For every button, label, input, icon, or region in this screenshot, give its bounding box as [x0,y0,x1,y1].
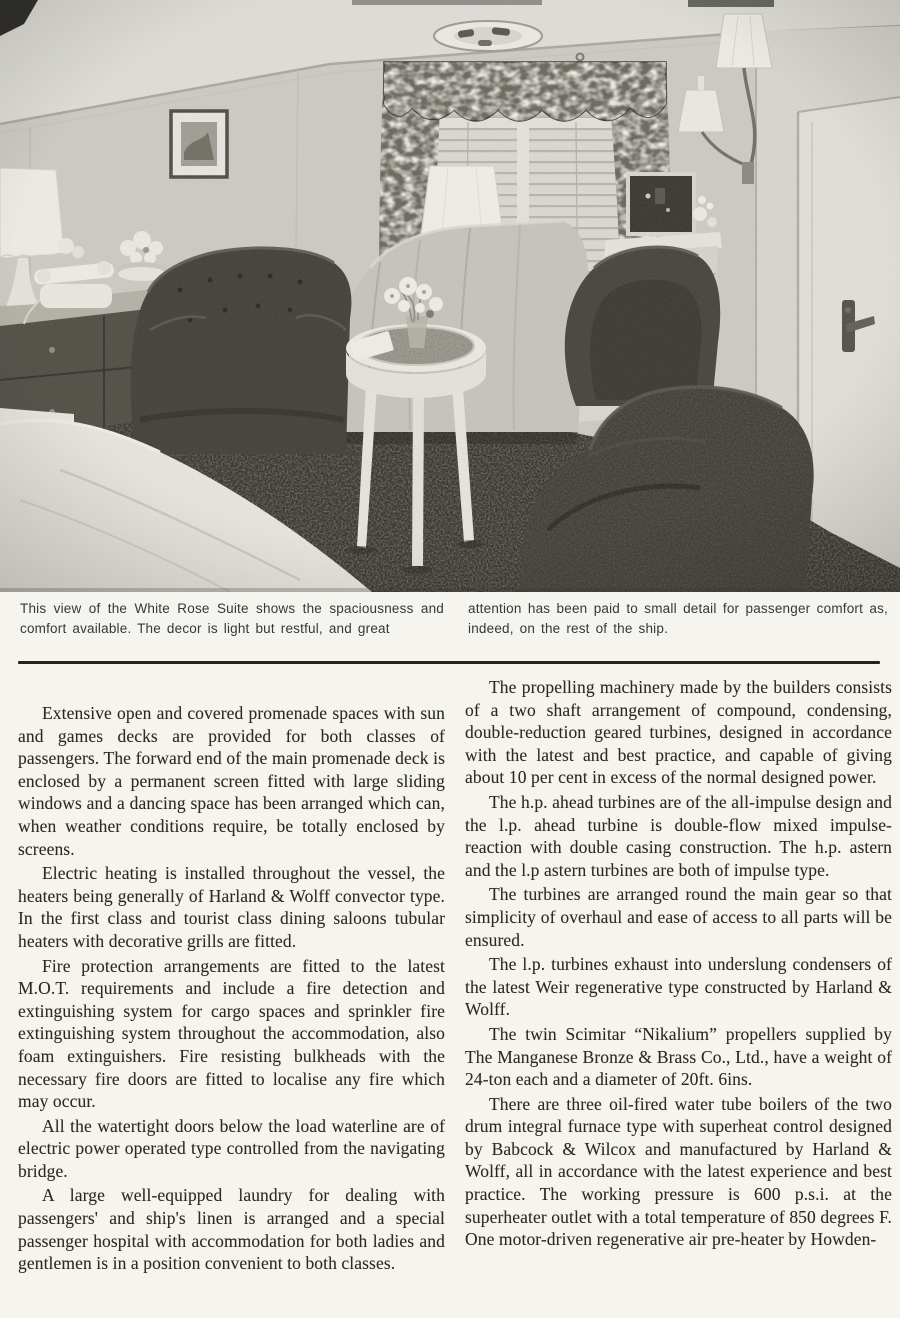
caption-left: This view of the White Rose Suite shows the spaciousness and comfort available. The decor is light but restful, and great [20,601,444,636]
paragraph-condensers: The l.p. turbines exhaust into underslung condensers of the latest Weir regenerative type constructed by Harland & Wolff. [465,954,892,1020]
paragraph-fire-protection: Fire protection arrangements are fitted to the latest M.O.T. requirements and include a fire detection and extinguishing system for cargo spaces and sprinkler fire extinguishing system throughout the accommodation, also foam extinguishers. Fire resisting bulkheads with the necessary fire doors are fitted to localise any fire which may occur. [18,955,445,1112]
photo-caption [20,599,888,639]
photo-vignette [0,0,900,592]
left-column [18,676,445,1277]
caption-right: attention has been paid to small detail for passenger comfort as, indeed, on the rest of the ship. [468,601,888,636]
paragraph-boilers: There are three oil-fired water tube boilers of the two drum integral furnace type with superheat control designed by Babcock & Wilcox and manufactured by Harland & Wolff, all in accordance with the latest experience and best practice. The working pressure is 600 p.s.i. at the superheater outlet with a total temperature of 850 degrees F. One motor-driven regenerative air pre-heater by Howden- [465,1093,892,1250]
paragraph-laundry-hospital: A large well-equipped laundry for dealing with passengers' and ship's linen is arranged and a special passenger hospital with accommodation for both ladies and gentlemen is in a position convenient to both classes. [18,1185,445,1274]
paragraph-heating: Electric heating is installed throughout the vessel, the heaters being generally of Harland & Wolff convector type. In the first class and tourist class dining saloons tubular heaters with decorative grills are fitted. [18,863,445,951]
paragraph-turbine-arrangement: The turbines are arranged round the main gear so that simplicity of overhaul and ease of access to all parts will be ensured. [465,884,892,950]
right-column [465,676,892,1277]
suite-photograph [0,0,900,592]
paragraph-watertight-doors: All the watertight doors below the load waterline are of electric power operated type controlled from the navigating bridge. [18,1115,445,1181]
section-divider [18,661,880,664]
paragraph-promenade: Extensive open and covered promenade spaces with sun and games decks are provided for both classes of passengers. The forward end of the main promenade deck is enclosed by a permanent screen fitted with large sliding windows and a dancing space has been arranged which can, when weather conditions require, be totally enclosed by screens. [18,703,445,859]
article-body [18,676,892,1277]
suite-photograph-svg [0,0,900,592]
paragraph-turbine-design: The h.p. ahead turbines are of the all-impulse design and the l.p. ahead turbine is double-flow mixed impulse-reaction with double casing construction. The h.p. astern and the l.p astern turbines are both of impulse type. [465,791,892,880]
paragraph-propelling-machinery: The propelling machinery made by the builders consists of a two shaft arrangement of compound, condensing, double-reduction geared turbines, designed in accordance with the latest and best practice, and capable of giving about 10 per cent in excess of the normal designed power. [465,677,892,788]
paragraph-propellers: The twin Scimitar “Nikalium” propellers supplied by The Manganese Bronze & Brass Co., Ltd., have a weight of 24-ton each and a diameter of 20ft. 6ins. [465,1023,892,1090]
